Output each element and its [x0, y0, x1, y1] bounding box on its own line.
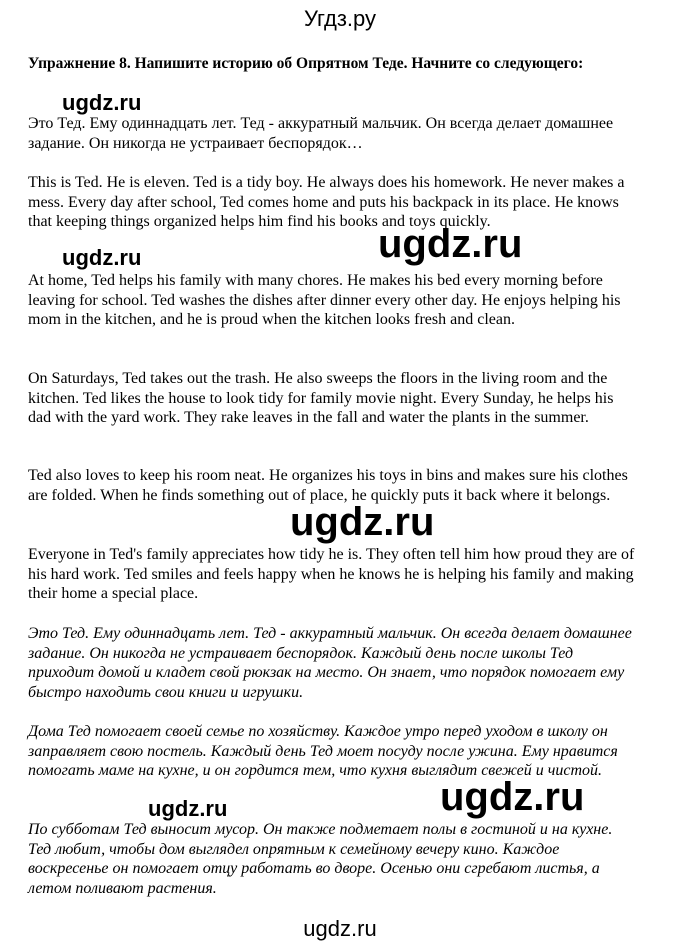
paragraph-en-5: Everyone in Ted's family appreciates how tidy he is. They often tell him how proud they are of his hard work. Ted smiles and feels happy when he knows he is helping his family and making their home a special place. — [28, 546, 635, 603]
paragraph-en-4: Ted also loves to keep his room neat. He organizes his toys in bins and makes sure his clothes are folded. When he finds something out of place, he quickly puts it back where it belongs. — [28, 467, 628, 504]
paragraph-ru-3: По субботам Тед выносит мусор. Он также подметает полы в гостиной и на кухне. Тед любит, чтобы дом выглядел опрятным к семейному вечеру кино. Каждое воскресенье он помогает отцу работать во дворе. Осенью они сгребают листья, а летом поливают растения. — [28, 821, 613, 897]
watermark: ugdz.ru — [148, 796, 228, 821]
exercise-heading: Упражнение 8. Напишите историю об Опрятном Теде. Начните со следующего: — [28, 55, 584, 72]
watermark: ugdz.ru — [62, 90, 142, 115]
paragraph-en-1: This is Ted. He is eleven. Ted is a tidy boy. He always does his homework. He never makes a mess. Every day after school, Ted comes home and puts his backpack in its place. He knows that keeping things organized helps him find his books and toys quickly. — [28, 174, 625, 231]
site-header: Угдз.ру — [303, 6, 377, 31]
paragraph-ru-1: Это Тед. Ему одиннадцать лет. Тед - аккуратный мальчик. Он всегда делает домашнее задание. Он никогда не устраивает беспорядок. Каждый день после школы Тед приходит домой и кладет свой рюкзак на место. Он знает, что порядок помогает ему быстро находить свои книги и игрушки. — [28, 625, 632, 701]
paragraph-ru-intro: Это Тед. Ему одиннадцать лет. Тед - аккуратный мальчик. Он всегда делает домашнее задание. Он никогда не устраивает беспорядок… — [28, 115, 614, 152]
watermark: ugdz.ru — [290, 500, 435, 544]
paragraph-ru-2: Дома Тед помогает своей семье по хозяйству. Каждое утро перед уходом в школу он заправляет свою постель. Каждый день Тед моет посуду после ужина. Ему нравится помогать маме на кухне, и он гордится тем, что кухня выглядит свежей и чистой. — [28, 723, 618, 780]
paragraph-en-3: On Saturdays, Ted takes out the trash. He also sweeps the floors in the living room and the kitchen. Ted likes the house to look tidy for family movie night. Every Sunday, he helps his dad with the yard work. They rake leaves in the fall and water the plants in the summer. — [28, 370, 614, 427]
watermark: ugdz.ru — [62, 245, 142, 270]
paragraph-en-2: At home, Ted helps his family with many chores. He makes his bed every morning before leaving for school. Ted washes the dishes after dinner every other day. He enjoys helping his mom in the kitchen, and he is proud when the kitchen looks fresh and clean. — [28, 272, 621, 329]
site-footer: ugdz.ru — [303, 916, 377, 941]
watermark: ugdz.ru — [440, 775, 585, 819]
watermark: ugdz.ru — [378, 222, 523, 266]
